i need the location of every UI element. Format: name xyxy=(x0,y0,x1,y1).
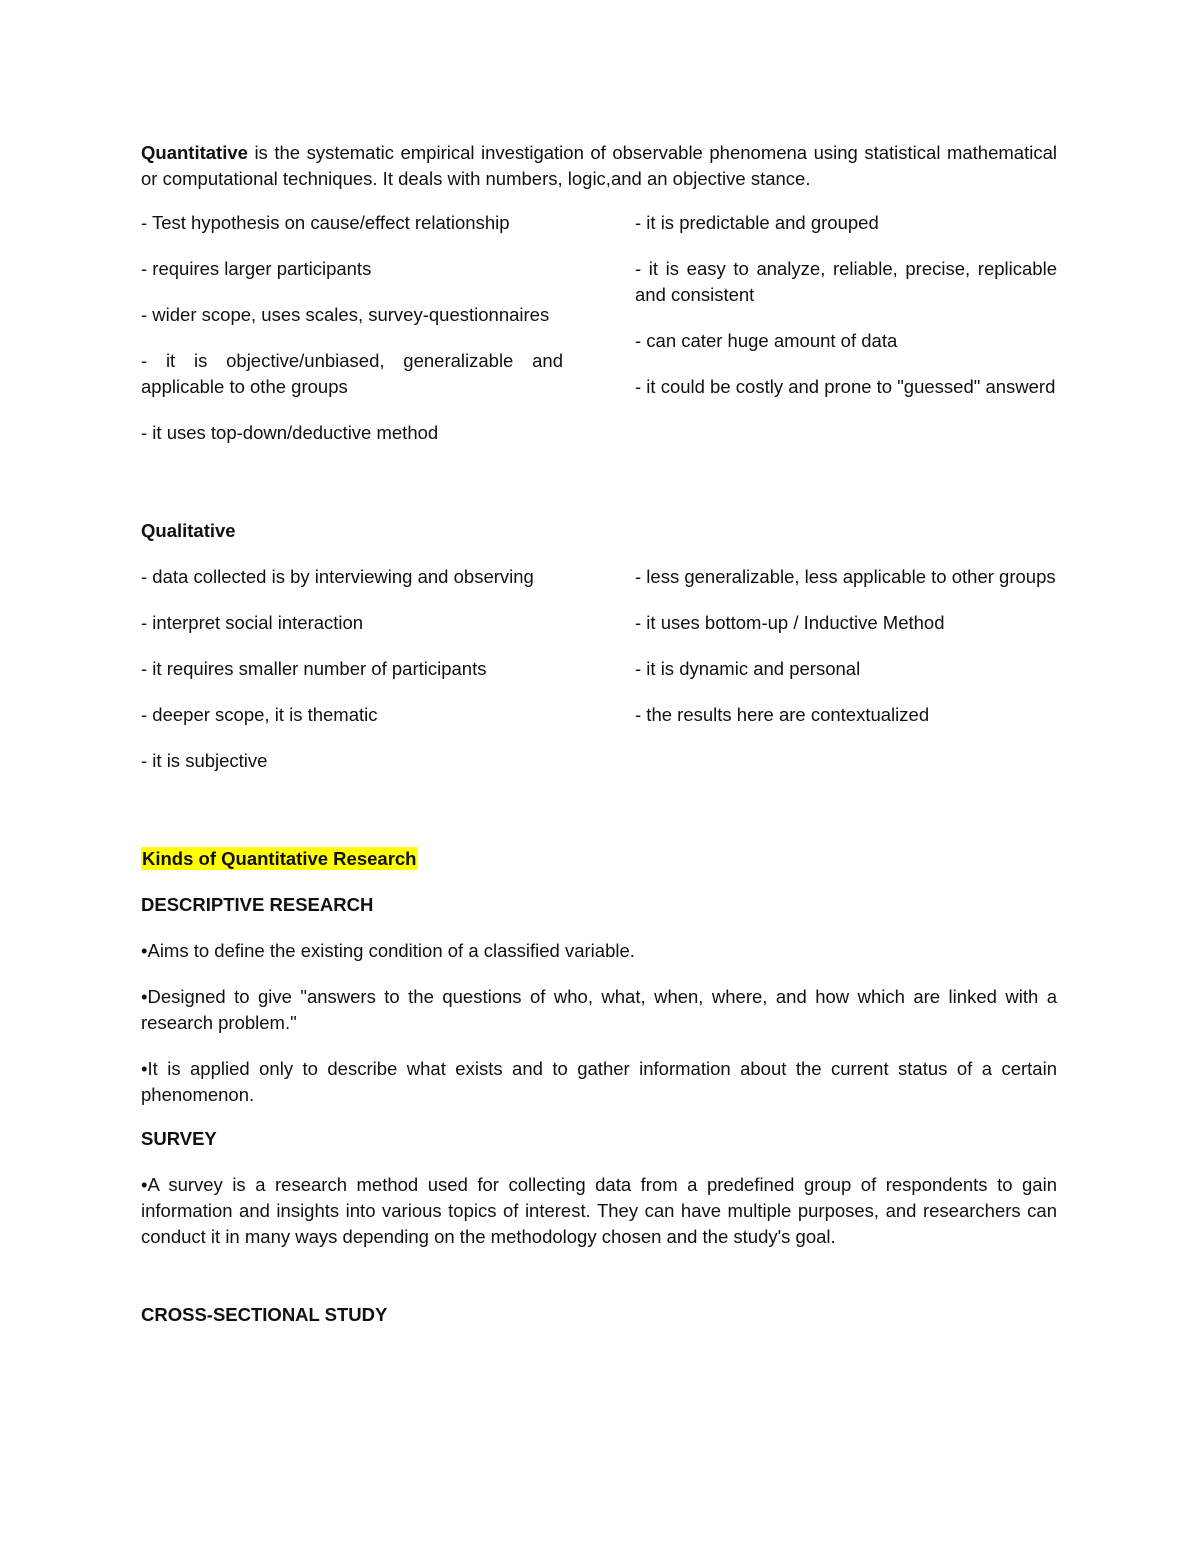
quantitative-term: Quantitative xyxy=(141,142,248,163)
quantitative-left-column xyxy=(141,210,563,466)
bullet-item: •A survey is a research method used for collecting data from a predefined group of respondents to gain information and insights into various topics of interest. They can have multiple purposes, and researchers can conduct it in many ways depending on the methodology chosen and the study's goal. xyxy=(141,1174,1057,1247)
list-item: - less generalizable, less applicable to other groups xyxy=(635,566,1056,587)
quantitative-definition xyxy=(141,140,1057,192)
list-item: - deeper scope, it is thematic xyxy=(141,704,378,725)
document-page xyxy=(141,140,1057,1328)
descriptive-research-heading: DESCRIPTIVE RESEARCH xyxy=(141,894,374,915)
list-item: - it uses bottom-up / Inductive Method xyxy=(635,612,945,633)
bullet-item: •Aims to define the existing condition of a classified variable. xyxy=(141,940,635,961)
quantitative-definition-text: is the systematic empirical investigation of observable phenomena using statistical mathematical or computational techniques. It deals with numbers, logic,and an objective stance. xyxy=(141,142,1057,189)
qualitative-heading: Qualitative xyxy=(141,520,236,541)
quantitative-right-column xyxy=(635,210,1057,466)
bullet-item: •Designed to give "answers to the questions of who, what, when, where, and how which are linked with a research problem." xyxy=(141,986,1057,1033)
list-item: - Test hypothesis on cause/effect relationship xyxy=(141,212,510,233)
quantitative-columns xyxy=(141,210,1057,466)
list-item: - it is predictable and grouped xyxy=(635,212,879,233)
cross-sectional-heading: CROSS-SECTIONAL STUDY xyxy=(141,1304,388,1325)
bullet-item: •It is applied only to describe what exists and to gather information about the current status of a certain phenomenon. xyxy=(141,1058,1057,1105)
highlighted-title: Kinds of Quantitative Research xyxy=(142,848,417,869)
qualitative-right-column xyxy=(635,564,1057,794)
kinds-heading xyxy=(141,846,1057,872)
list-item: - it requires smaller number of participants xyxy=(141,658,487,679)
list-item: - can cater huge amount of data xyxy=(635,330,898,351)
list-item: - it could be costly and prone to "guessed" answerd xyxy=(635,376,1056,397)
list-item: - it is easy to analyze, reliable, precise, replicable and consistent xyxy=(635,258,1057,305)
list-item: - it uses top-down/deductive method xyxy=(141,422,439,443)
list-item: - data collected is by interviewing and observing xyxy=(141,566,534,587)
list-item: - interpret social interaction xyxy=(141,612,364,633)
list-item: - the results here are contextualized xyxy=(635,704,930,725)
kinds-section xyxy=(141,846,1057,1328)
list-item: - wider scope, uses scales, survey-questionnaires xyxy=(141,304,550,325)
list-item: - requires larger participants xyxy=(141,258,372,279)
list-item: - it is objective/unbiased, generalizable and applicable to othe groups xyxy=(141,350,563,397)
list-item: - it is subjective xyxy=(141,750,268,771)
survey-heading: SURVEY xyxy=(141,1128,217,1149)
qualitative-columns xyxy=(141,564,1057,794)
list-item: - it is dynamic and personal xyxy=(635,658,861,679)
qualitative-left-column xyxy=(141,564,563,794)
